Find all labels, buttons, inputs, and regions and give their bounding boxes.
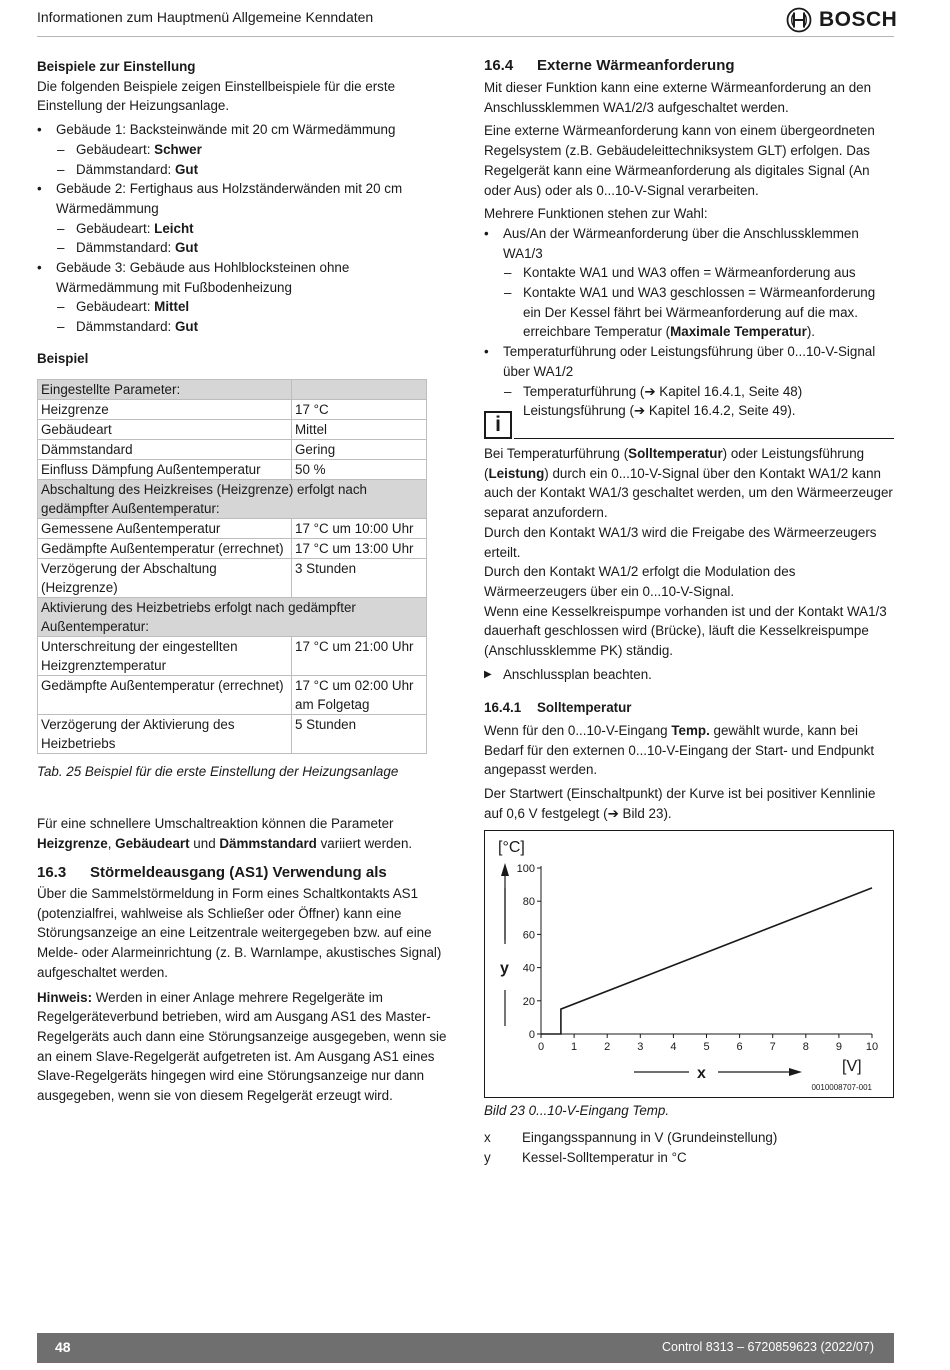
- table-row: [38, 559, 427, 598]
- param: Dämmstandard: [219, 835, 317, 851]
- legend-row: [484, 1148, 894, 1168]
- list-item: [484, 342, 894, 381]
- example-table: [37, 379, 427, 754]
- table-row: [38, 637, 427, 676]
- figure-caption: Bild 23 0...10-V-Eingang Temp.: [484, 1103, 670, 1118]
- table-cell: 17 °C: [292, 400, 427, 420]
- list-item-text: Temperaturführung oder Leistungsführung über 0...10-V-Signal über WA1/2: [503, 344, 876, 379]
- paragraph: Der Startwert (Einschaltpunkt) der Kurve ist bei positiver Kennlinie auf 0,6 V festgelegt (➔ Bild 23).: [484, 786, 876, 821]
- list-item: [37, 179, 447, 218]
- figure-legend: [484, 1128, 894, 1167]
- y-tick-label: 80: [522, 896, 535, 909]
- dash-mark: –: [504, 383, 512, 399]
- list-item: [37, 219, 447, 239]
- chart-frame: [485, 831, 894, 1098]
- table-row: [38, 400, 427, 420]
- legend-key: y: [484, 1149, 491, 1165]
- dash-mark: –: [504, 403, 512, 419]
- section-16-4-heading: [484, 57, 735, 74]
- info-block: [484, 444, 894, 684]
- examples-heading: Beispiele zur Einstellung: [37, 59, 196, 74]
- x-tick-label: 10: [865, 1041, 879, 1053]
- examples-intro: Die folgenden Beispiele zeigen Einstellbeispiele für die erste Einstellung der Heizungsanlage.: [37, 78, 396, 114]
- list-item-text: Gebäude 2: Fertighaus aus Holzständerwänden mit 20 cm Wärmedämmung: [56, 181, 403, 216]
- list-item: [484, 283, 894, 342]
- legend-row: [484, 1128, 894, 1148]
- section-16-3-body: [37, 884, 449, 1106]
- dash-mark: –: [57, 240, 65, 256]
- x-tick-label: 2: [604, 1041, 611, 1053]
- param: Gebäudeart: [115, 835, 190, 851]
- paragraph: Wenn eine Kesselkreispumpe vorhanden ist und der Kontakt WA1/3 dauerhaft geschlossen wird (Brücke), läuft die Kesselkreispumpe (Anschlussklemme PK) ständig.: [484, 603, 887, 659]
- list-item: [484, 263, 894, 283]
- x-axis-label: x: [697, 1065, 706, 1082]
- bosch-armature-icon: [786, 7, 812, 33]
- x-tick-label: 5: [703, 1041, 710, 1053]
- x-tick-label: 9: [835, 1041, 842, 1053]
- document-id: Control 8313 – 6720859623 (2022/07): [662, 1340, 874, 1354]
- value: Gut: [174, 161, 199, 177]
- table-cell: 3 Stunden: [292, 559, 427, 598]
- value: Mittel: [154, 299, 190, 315]
- x-tick-label: 3: [637, 1041, 644, 1053]
- value: Leicht: [154, 220, 194, 236]
- text: Bei Temperaturführung (: [484, 446, 629, 461]
- table-row: [38, 539, 427, 559]
- table-row: [38, 598, 427, 637]
- label: Dämmstandard:: [76, 161, 175, 177]
- legend-text: Kessel-Solltemperatur in °C: [522, 1149, 687, 1165]
- label: Dämmstandard:: [76, 240, 175, 256]
- section-number: 16.4: [484, 57, 514, 74]
- text: ,: [107, 835, 116, 851]
- faster-paragraph: [37, 814, 447, 853]
- table-row: [38, 420, 427, 440]
- bullet-mark: •: [484, 225, 489, 241]
- section-title: Störmeldeausgang (AS1) Verwendung als: [90, 864, 387, 881]
- text: ) oder Leistungsführung (: [484, 446, 865, 481]
- list-item-text: Gebäude 1: Backsteinwände mit 20 cm Wärmedämmung: [56, 122, 396, 138]
- paragraph: [484, 444, 894, 523]
- header-title: Informationen zum Hauptmenü Allgemeine Kenndaten: [37, 9, 374, 25]
- paragraph: Mit dieser Funktion kann eine externe Wärmeanforderung an den Anschlussklemmen WA1/2/3 aufgeschaltet werden.: [484, 80, 872, 115]
- param: Heizgrenze: [37, 835, 108, 851]
- section-title: Solltemperatur: [537, 700, 632, 715]
- list-item: [37, 238, 447, 258]
- bullet-mark: •: [37, 181, 42, 197]
- section-number: 16.4.1: [484, 700, 522, 715]
- paragraph: Mehrere Funktionen stehen zur Wahl:: [484, 206, 708, 222]
- x-tick-label: 7: [769, 1041, 776, 1053]
- x-tick-label: 8: [802, 1041, 809, 1053]
- y-axis-label: y: [500, 960, 509, 977]
- label: Gebäudeart:: [76, 141, 155, 157]
- legend-text: Eingangsspannung in V (Grundeinstellung): [522, 1130, 778, 1145]
- table-cell: 50 %: [292, 460, 427, 480]
- brand-name: BOSCH: [819, 8, 898, 31]
- x-tick-label: 0: [537, 1041, 545, 1053]
- list-item: [37, 297, 447, 317]
- section-16-4-1-body: [484, 721, 894, 824]
- table-cell: Verzögerung der Aktivierung des Heizbetriebs: [38, 715, 292, 754]
- bullet-mark: •: [37, 122, 42, 138]
- label: Gebäudeart:: [76, 299, 155, 315]
- example-label: Beispiel: [37, 351, 89, 366]
- table-cell: Gebäudeart: [38, 420, 292, 440]
- section-16-4-body: [484, 78, 894, 421]
- list-item: [37, 317, 447, 337]
- hint-text: Werden in einer Anlage mehrere Regelgeräte im Regelgeräteverbund betrieben, wird am Ausgang AS1 des Master-Regelgeräts auch dann eine Störungsanzeige ausgegeben, wenn sie an einem Slave-Regelgerät aufgetreten ist. Am Ausgang AS1 eines Slave-Regelgeräts hingegen wird eine Störungsanzeige nur dann ausgegeben, wenn sie von diesem Regelgerät erzeugt wird.: [37, 989, 447, 1104]
- section-16-4-1-heading: [484, 700, 632, 715]
- table-cell: 17 °C um 10:00 Uhr: [292, 519, 427, 539]
- dash-mark: –: [57, 141, 65, 157]
- paragraph: Durch den Kontakt WA1/2 erfolgt die Modulation des Wärmeerzeugers über ein 0...10-V-Signal.: [484, 564, 796, 599]
- text: und: [189, 835, 220, 851]
- hint-label: Hinweis:: [37, 989, 93, 1005]
- page-number: 48: [55, 1339, 71, 1355]
- list-item: [484, 401, 894, 421]
- x-unit-label: [V]: [842, 1058, 862, 1075]
- y-tick-label: 40: [522, 962, 535, 975]
- table-cell: 5 Stunden: [292, 715, 427, 754]
- info-icon: i: [484, 411, 512, 439]
- param: Maximale Temperatur: [670, 324, 807, 340]
- action-text: Anschlussplan beachten.: [503, 666, 652, 682]
- table-cell: [292, 380, 427, 400]
- table-cell: Heizgrenze: [38, 400, 292, 420]
- value: Gut: [174, 319, 199, 335]
- y-tick-label: 60: [522, 929, 535, 942]
- table-row: [38, 380, 427, 400]
- cross-reference: Temperaturführung (➔ Kapitel 16.4.1, Seite 48): [523, 383, 803, 399]
- y-tick-label: 0: [528, 1029, 535, 1041]
- list-item: [37, 120, 447, 140]
- x-tick-label: 4: [670, 1041, 677, 1053]
- text: ) durch ein 0...10-V-Signal über den Kontakt WA1/2 kann auch der Kontakt WA1/3 geschaltet werden, um den Wärmeerzeuger separat anzufordern.: [484, 465, 893, 521]
- dash-mark: –: [57, 161, 65, 177]
- table-cell: Eingestellte Parameter:: [38, 380, 292, 400]
- text: Kontakte WA1 und WA3 geschlossen = Wärmeanforderung ein Der Kessel fährt bei Wärmeanforderung auf die max. erreichbare Temperatur (: [523, 285, 876, 340]
- section-16-3-heading: [37, 864, 387, 881]
- y-tick-label: 100: [516, 863, 535, 875]
- table-cell: Unterschreitung der eingestellten Heizgrenztemperatur: [38, 637, 292, 676]
- setpoint-chart: [484, 830, 894, 1098]
- dash-mark: –: [57, 220, 65, 236]
- footer-bar: [37, 1333, 894, 1363]
- dash-mark: –: [504, 265, 512, 281]
- x-tick-label: 6: [736, 1041, 743, 1053]
- paragraph: Eine externe Wärmeanforderung kann von einem übergeordneten Regelsystem (z.B. Gebäudeleittechniksystem GLT) erfolgen. Das Regelgerät kann eine Wärmeanforderung als digitales Signal (An oder Aus) oder als 0...10-V-Signal verarbeiten.: [484, 123, 875, 198]
- cross-reference: Leistungsführung (➔ Kapitel 16.4.2, Seite 49).: [523, 403, 796, 419]
- table-row: [38, 440, 427, 460]
- table-cell: Gedämpfte Außentemperatur (errechnet): [38, 539, 292, 559]
- dash-mark: –: [504, 285, 512, 301]
- text: Für eine schnellere Umschaltreaktion können die Parameter: [37, 816, 394, 831]
- value: Gut: [174, 240, 199, 256]
- y-unit-label: [°C]: [498, 839, 525, 856]
- list-item-text: Aus/An der Wärmeanforderung über die Anschlussklemmen WA1/3: [503, 225, 859, 261]
- table-row: [38, 676, 427, 715]
- info-rule: [514, 438, 894, 439]
- bosch-logo: [786, 7, 897, 33]
- list-item: [37, 160, 447, 180]
- examples-block: [37, 57, 447, 337]
- label: Dämmstandard:: [76, 319, 175, 335]
- section-number: 16.3: [37, 864, 67, 881]
- table-cell: Aktivierung des Heizbetriebs erfolgt nach gedämpfter Außentemperatur:: [38, 598, 427, 637]
- value: Schwer: [154, 141, 202, 157]
- table-cell: Einfluss Dämpfung Außentemperatur: [38, 460, 292, 480]
- text: Wenn für den 0...10-V-Eingang: [484, 723, 672, 738]
- table-cell: Dämmstandard: [38, 440, 292, 460]
- table-cell: 17 °C um 02:00 Uhr am Folgetag: [292, 676, 427, 715]
- table-row: [38, 519, 427, 539]
- label: Gebäudeart:: [76, 220, 155, 236]
- y-tick-label: 20: [522, 995, 535, 1008]
- paragraph: Über die Sammelstörmeldung in Form eines Schaltkontakts AS1 (potenzialfrei, wahlweise als Schließer oder Öffner) kann eine Störungsanzeige an eine Leitzentrale weitergegeben bzw. auf eine Melde- oder Alarmeinrichtung (z. B. Warnlampe, akustisches Signal) aufgeschaltet werden.: [37, 886, 442, 980]
- legend-key: x: [484, 1130, 491, 1145]
- table-cell: Gering: [292, 440, 427, 460]
- table-row: [38, 480, 427, 519]
- table-cell: 17 °C um 21:00 Uhr: [292, 637, 427, 676]
- table-cell: 17 °C um 13:00 Uhr: [292, 539, 427, 559]
- table-cell: Abschaltung des Heizkreises (Heizgrenze) erfolgt nach gedämpfter Außentemperatur:: [38, 480, 427, 519]
- table-cell: Gedämpfte Außentemperatur (errechnet): [38, 676, 292, 715]
- text: ).: [806, 324, 815, 340]
- bullet-mark: •: [37, 260, 42, 276]
- hint-paragraph: [37, 988, 449, 1106]
- param: Temp.: [671, 723, 710, 738]
- list-item: [37, 258, 447, 297]
- bullet-mark: •: [484, 344, 489, 360]
- dash-mark: –: [57, 299, 65, 315]
- table-caption: Tab. 25 Beispiel für die erste Einstellung der Heizungsanlage: [37, 764, 399, 779]
- table-cell: Gemessene Außentemperatur: [38, 519, 292, 539]
- list-item: [484, 382, 894, 402]
- text: variiert werden.: [316, 835, 413, 851]
- param: Solltemperatur: [628, 446, 723, 461]
- dash-mark: –: [57, 319, 65, 335]
- section-title: Externe Wärmeanforderung: [537, 57, 735, 74]
- table-cell: Verzögerung der Abschaltung (Heizgrenze): [38, 559, 292, 598]
- header-rule: [37, 36, 894, 37]
- paragraph: [484, 721, 894, 780]
- x-tick-label: 1: [571, 1041, 578, 1053]
- table-row: [38, 460, 427, 480]
- action-item: [484, 665, 894, 685]
- action-arrow-icon: ▶: [484, 668, 492, 680]
- list-item: [37, 140, 447, 160]
- text: gewählt wurde, kann bei Bedarf für den externen 0...10-V-Eingang der Start- und Endpunkt angepasst werden.: [484, 723, 875, 778]
- figure-id: 0010008707-001: [811, 1083, 872, 1092]
- table-row: [38, 715, 427, 754]
- list-item-text: Kontakte WA1 und WA3 offen = Wärmeanforderung aus: [523, 265, 856, 281]
- param: Leistung: [488, 465, 545, 481]
- paragraph: Durch den Kontakt WA1/3 wird die Freigabe des Wärmeerzeugers erteilt.: [484, 524, 877, 560]
- table-cell: Mittel: [292, 420, 427, 440]
- list-item-text: Gebäude 3: Gebäude aus Hohlblocksteinen ohne Wärmedämmung mit Fußbodenheizung: [56, 260, 350, 295]
- list-item: [484, 224, 894, 263]
